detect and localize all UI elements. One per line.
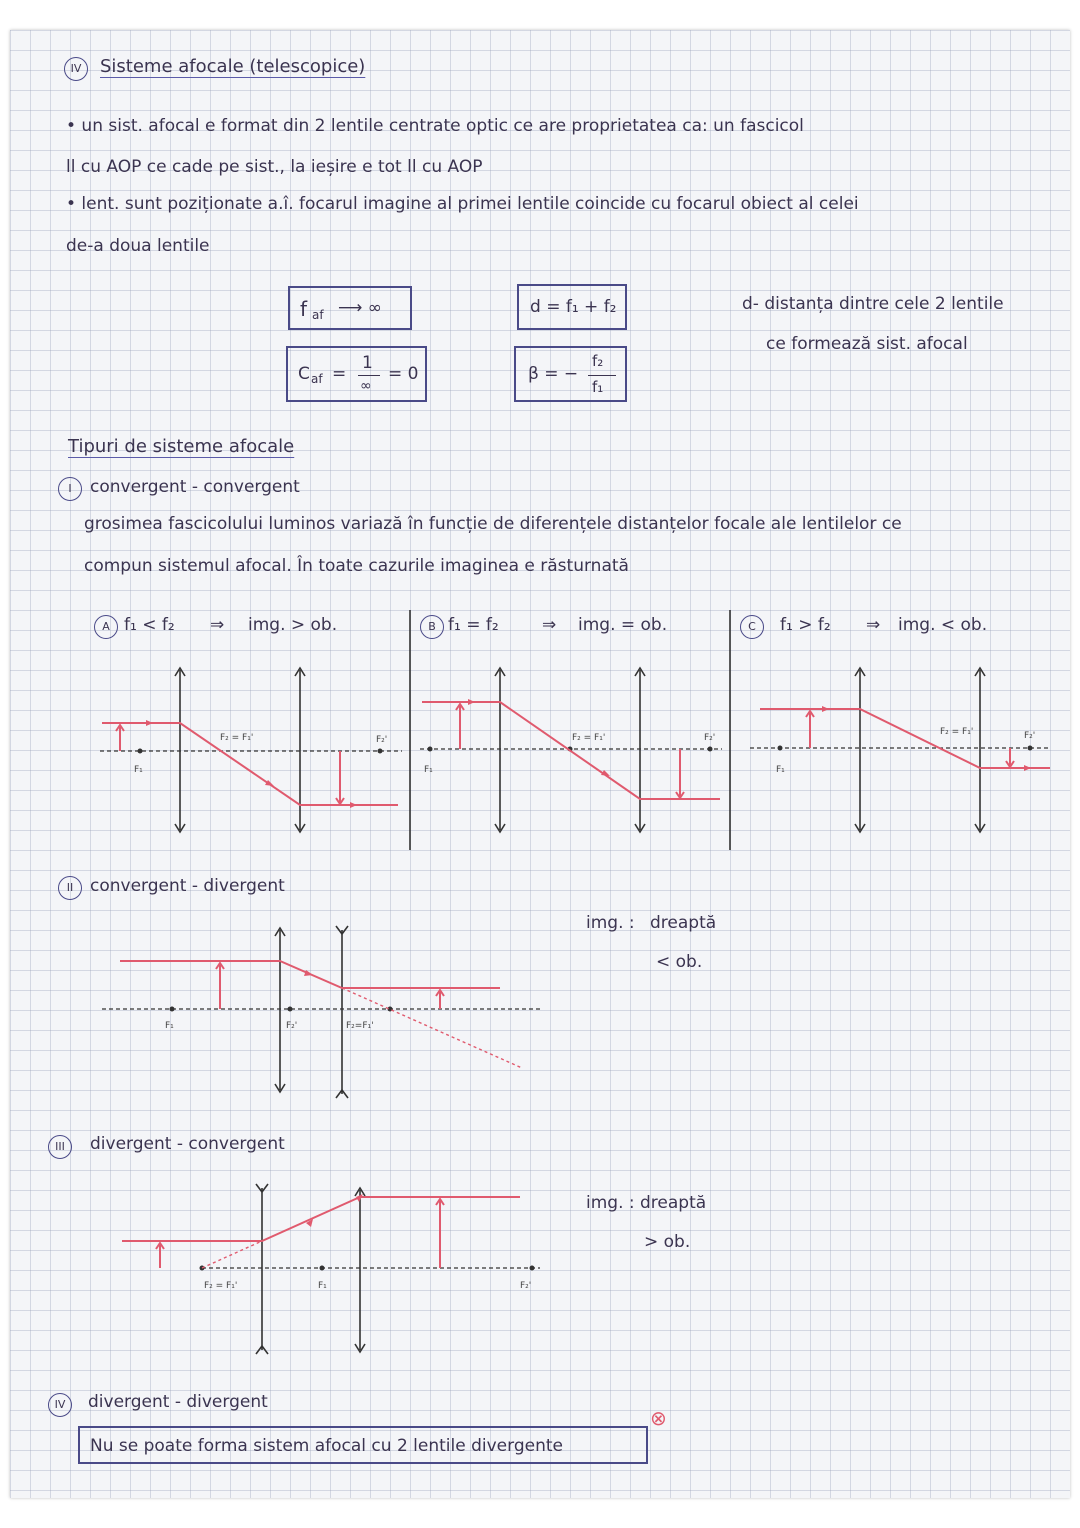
case-b-result: img. = ob. — [578, 615, 668, 635]
case-a-letter: A — [94, 615, 118, 639]
diagram-type-1 — [10, 30, 1070, 1498]
type-4-number: IV — [48, 1393, 72, 1417]
label-f1: F₁ — [134, 765, 143, 775]
case-a-result: img. > ob. — [248, 615, 338, 635]
case-a-arrow: ⇒ — [210, 615, 225, 635]
case-b-condition: f₁ = f₂ — [448, 615, 499, 635]
label-f1: F₁ — [424, 765, 433, 775]
type-1-desc-2: compun sistemul afocal. În toate cazurile imaginea e răsturnată — [84, 556, 629, 576]
formula-c-af: C af = 1 ∞ = 0 — [286, 346, 427, 402]
label-f2p: F₂' — [520, 1281, 532, 1291]
case-c-diagram — [750, 668, 1050, 832]
d-note-2: ce formează sist. afocal — [766, 334, 968, 354]
section-title: Sisteme afocale (telescopice) — [100, 56, 366, 77]
type-3-img-line-2: > ob. — [644, 1232, 691, 1252]
type-2-img-line-2: < ob. — [656, 952, 703, 972]
case-c-result: img. < ob. — [898, 615, 988, 635]
type-2-diagram — [102, 926, 540, 1098]
formula-beta: β = − f₂ f₁ — [514, 346, 627, 402]
ray — [760, 709, 1050, 768]
label-f2p: F₂' — [376, 735, 388, 745]
intro-line-1: • un sist. afocal e format din 2 lentile centrate optic ce are proprietatea ca: un fascicol — [66, 116, 804, 136]
type-3-title: divergent - convergent — [90, 1134, 285, 1154]
types-heading: Tipuri de sisteme afocale — [68, 436, 295, 457]
intro-line-2: ll cu AOP ce cade pe sist., la ieșire e tot ll cu AOP — [66, 157, 483, 177]
type-2-number: II — [58, 876, 82, 900]
intro-line-4: de-a doua lentile — [66, 236, 210, 256]
type-3-img-line-1: dreaptă — [640, 1193, 707, 1213]
type-1-title: convergent - convergent — [90, 477, 300, 497]
case-b-letter: B — [420, 615, 444, 639]
case-a-condition: f₁ < f₂ — [124, 615, 175, 635]
ray — [122, 1197, 520, 1241]
case-a-diagram — [100, 668, 402, 832]
case-c-letter: C — [740, 615, 764, 639]
type-4-note: Nu se poate forma sistem afocal cu 2 lentile divergente — [90, 1436, 563, 1456]
section-number: IV — [64, 57, 88, 81]
label-f1: F₁ — [318, 1281, 327, 1291]
case-c-arrow: ⇒ — [866, 615, 881, 635]
cross-mark-icon: ⊗ — [650, 1406, 667, 1430]
label-f2-f1p: F₂ = F₁' — [220, 733, 254, 743]
ray — [422, 702, 720, 799]
ray-extension — [202, 1241, 262, 1268]
label-f1: F₁ — [776, 765, 785, 775]
type-3-diagram — [122, 1184, 540, 1354]
type-2-img-label: img. : — [586, 913, 635, 933]
case-b-arrow: ⇒ — [542, 615, 557, 635]
type-4-note-box — [78, 1426, 648, 1464]
formula-f-af: f af ⟶ ∞ — [288, 286, 412, 330]
d-note-1: d- distanța dintre cele 2 lentile — [742, 294, 1004, 314]
case-c-condition: f₁ > f₂ — [780, 615, 831, 635]
label-f2-f1p: F₂ = F₁' — [572, 733, 606, 743]
type-2-title: convergent - divergent — [90, 876, 285, 896]
type-2-img-line-1: dreaptă — [650, 913, 717, 933]
label-f2-f1p: F₂ = F₁' — [940, 727, 974, 737]
label-f2p: F₂' — [704, 733, 716, 743]
notebook-page — [10, 30, 1070, 1498]
label-f2p: F₂' — [1024, 731, 1036, 741]
type-1-number: I — [58, 477, 82, 501]
label-f2p: F₂' — [286, 1021, 298, 1031]
type-3-img-label: img. : — [586, 1193, 635, 1213]
type-3-number: III — [48, 1135, 72, 1159]
case-b-diagram — [420, 668, 722, 832]
formula-d: d = f₁ + f₂ — [517, 284, 627, 330]
label-f1: F₁ — [165, 1021, 174, 1031]
type-1-desc-1: grosimea fascicolului luminos variază în funcție de diferențele distanțelor focale ale lentilelor ce — [84, 514, 902, 534]
label-f2-f1p: F₂ = F₁' — [204, 1281, 238, 1291]
intro-line-3: • lent. sunt poziționate a.î. focarul imagine al primei lentile coincide cu focarul obiect al celei — [66, 194, 859, 214]
type-4-title: divergent - divergent — [88, 1392, 268, 1412]
label-f2-f1p: F₂=F₁' — [346, 1021, 374, 1031]
